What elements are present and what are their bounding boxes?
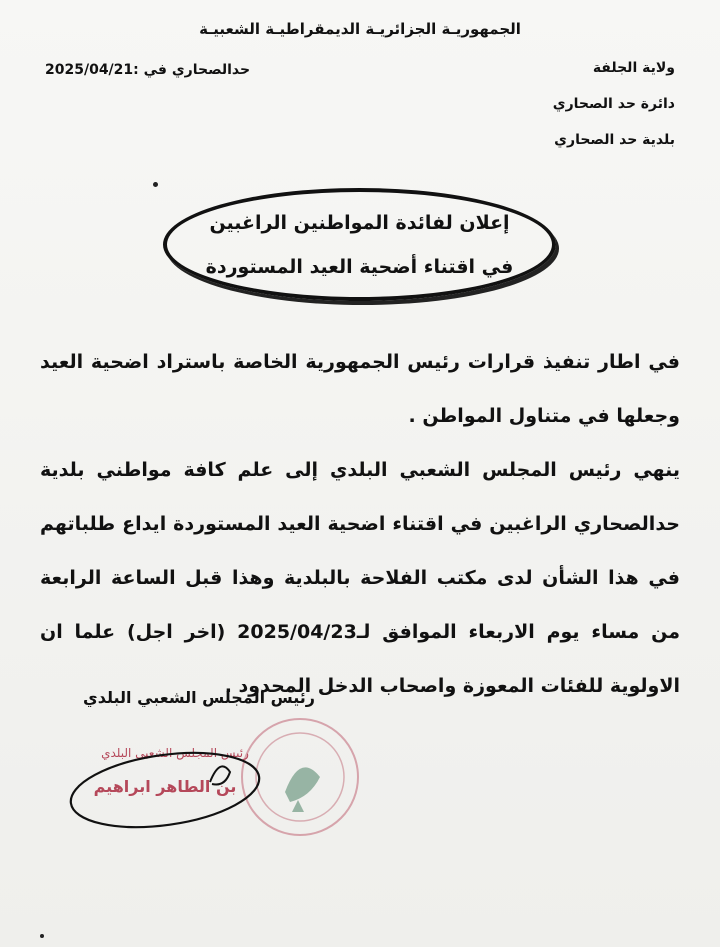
wilaya-line: ولاية الجلفة (592, 60, 675, 76)
paragraph-1: في اطار تنفيذ قرارات رئيس الجمهورية الخاصة باستراد اضحية العيد وجعلها في متناول المواطن . (40, 351, 680, 427)
title-line-1: إعلان لفائدة المواطنين الراغبين (209, 211, 510, 234)
dateline: حدالصحاري في :2025/04/21 (45, 62, 251, 78)
title-line-2: في اقتناء أضحية العيد المستوردة (205, 255, 514, 278)
emblem-icon (285, 767, 320, 802)
stamp-title-text: رئيس المجلس الشعبي البلدي (101, 746, 249, 760)
signatory-title: رئيس المجلس الشعبي البلدي (83, 688, 315, 707)
star-icon (292, 800, 304, 812)
announcement-body (40, 335, 680, 713)
scan-speck (40, 934, 44, 938)
republic-header: الجمهوريـة الجزائريـة الديمقراطيـة الشعبيـة (199, 20, 521, 38)
paragraph-2: ينهي رئيس المجلس الشعبي البلدي إلى علم كافة مواطني بلدية حدالصحاري الراغبين في اقتناء اضحية العيد المستوردة ايداع طلباتهم في هذا الشأن لدى مكتب الفلاحة بالبلدية وهذا قبل الساعة الرابعة من مساء يوم الاربعاء الموافق لـ2025/04/23 (اخر اجل) علما ان الاولوية للفئات المعوزة واصحاب الدخل المحدود . (40, 459, 680, 697)
stamp-and-seal (60, 712, 360, 852)
scan-speck (153, 182, 158, 187)
commune-line: بلدية حد الصحاري (554, 132, 675, 148)
stamp-name-text: بن الطاهر ابراهيم (93, 777, 237, 796)
title-oval (163, 188, 556, 301)
admin-block (553, 60, 675, 168)
daira-line: دائرة حد الصحاري (552, 96, 675, 112)
